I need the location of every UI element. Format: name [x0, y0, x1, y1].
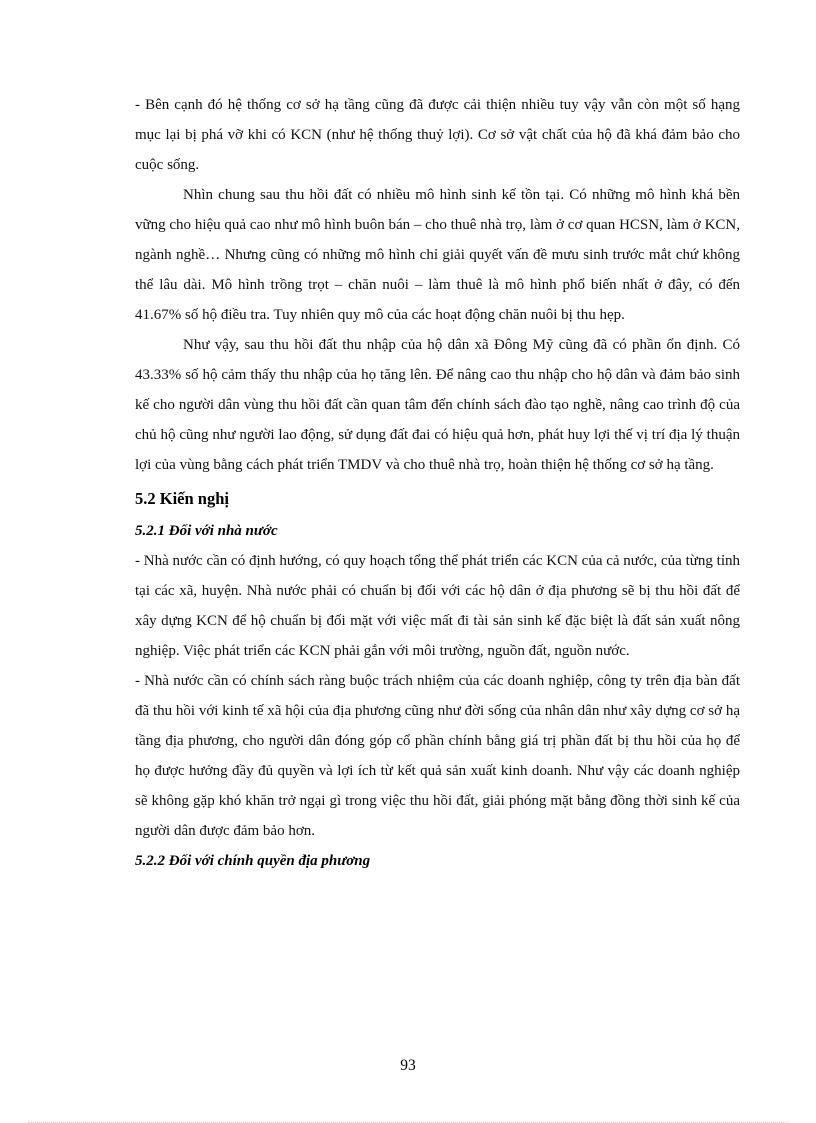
paragraph-livelihood-models: Nhìn chung sau thu hồi đất có nhiều mô hình sinh kế tồn tại. Có những mô hình khá bền vững cho hiệu quả cao như mô hình buôn bán – cho thuê nhà trọ, làm ở cơ quan HCSN, làm ở KCN, ngành nghề… Nhưng cũng có những mô hình chỉ giải quyết vấn đề mưu sinh trước mắt chứ không thể lâu dài. Mô hình trồng trọt – chăn nuôi – làm thuê là mô hình phổ biến nhất ở đây, có đến 41.67% số hộ điều tra. Tuy nhiên quy mô của các hoạt động chăn nuôi bị thu hẹp. — [135, 187, 740, 323]
paragraph-infrastructure: - Bên cạnh đó hệ thống cơ sở hạ tầng cũng đã được cải thiện nhiều tuy vậy vẫn còn một số hạng mục lại bị phá vỡ khi có KCN (như hệ thống thuỷ lợi). Cơ sở vật chất của hộ đã khá đảm bảo cho cuộc sống. — [135, 97, 740, 173]
page-content — [135, 90, 740, 876]
subsection-heading-local-government: 5.2.2 Đối với chính quyền địa phương — [135, 853, 371, 869]
page-number: 93 — [400, 1057, 416, 1074]
section-heading-recommendations: 5.2 Kiến nghị — [135, 489, 229, 508]
paragraph-state-planning: - Nhà nước cần có định hướng, có quy hoạch tổng thể phát triển các KCN của cả nước, của từng tỉnh tại các xã, huyện. Nhà nước phải có chuẩn bị đối với các hộ dân ở địa phương sẽ bị thu hồi đất để xây dựng KCN để hộ chuẩn bị đối mặt với việc mất đi tài sản sinh kế đặc biệt là đất sản xuất nông nghiệp. Việc phát triển các KCN phải gắn với môi trường, nguồn đất, nguồn nước. — [135, 553, 740, 659]
subsection-heading-state: 5.2.1 Đối với nhà nước — [135, 523, 278, 539]
paragraph-income-conclusion: Như vậy, sau thu hồi đất thu nhập của hộ dân xã Đông Mỹ cũng đã có phần ổn định. Có 43.33% số hộ cảm thấy thu nhập của họ tăng lên. Để nâng cao thu nhập cho hộ dân và đảm bảo sinh kế cho người dân vùng thu hồi đất cần quan tâm đến chính sách đào tạo nghề, nâng cao trình độ của chủ hộ cũng như người lao động, sử dụng đất đai có hiệu quả hơn, phát huy lợi thế vị trí địa lý thuận lợi của vùng bằng cách phát triển TMDV và cho thuê nhà trọ, hoàn thiện hệ thống cơ sở hạ tầng. — [135, 337, 740, 473]
paragraph-state-policy: - Nhà nước cần có chính sách ràng buộc trách nhiệm của các doanh nghiệp, công ty trên địa bàn đất đã thu hồi với kinh tế xã hội của địa phương cũng như đời sống của nhân dân như xây dựng cơ sở hạ tầng địa phương, cho người dân đóng góp cổ phần chính bằng giá trị phần đất bị thu hồi của họ để họ được hưởng đầy đủ quyền và lợi ích từ kết quả sản xuất kinh doanh. Như vậy các doanh nghiệp sẽ không gặp khó khăn trở ngại gì trong việc thu hồi đất, giải phóng mặt bằng đồng thời sinh kế của người dân được đảm bảo hơn. — [135, 673, 740, 839]
